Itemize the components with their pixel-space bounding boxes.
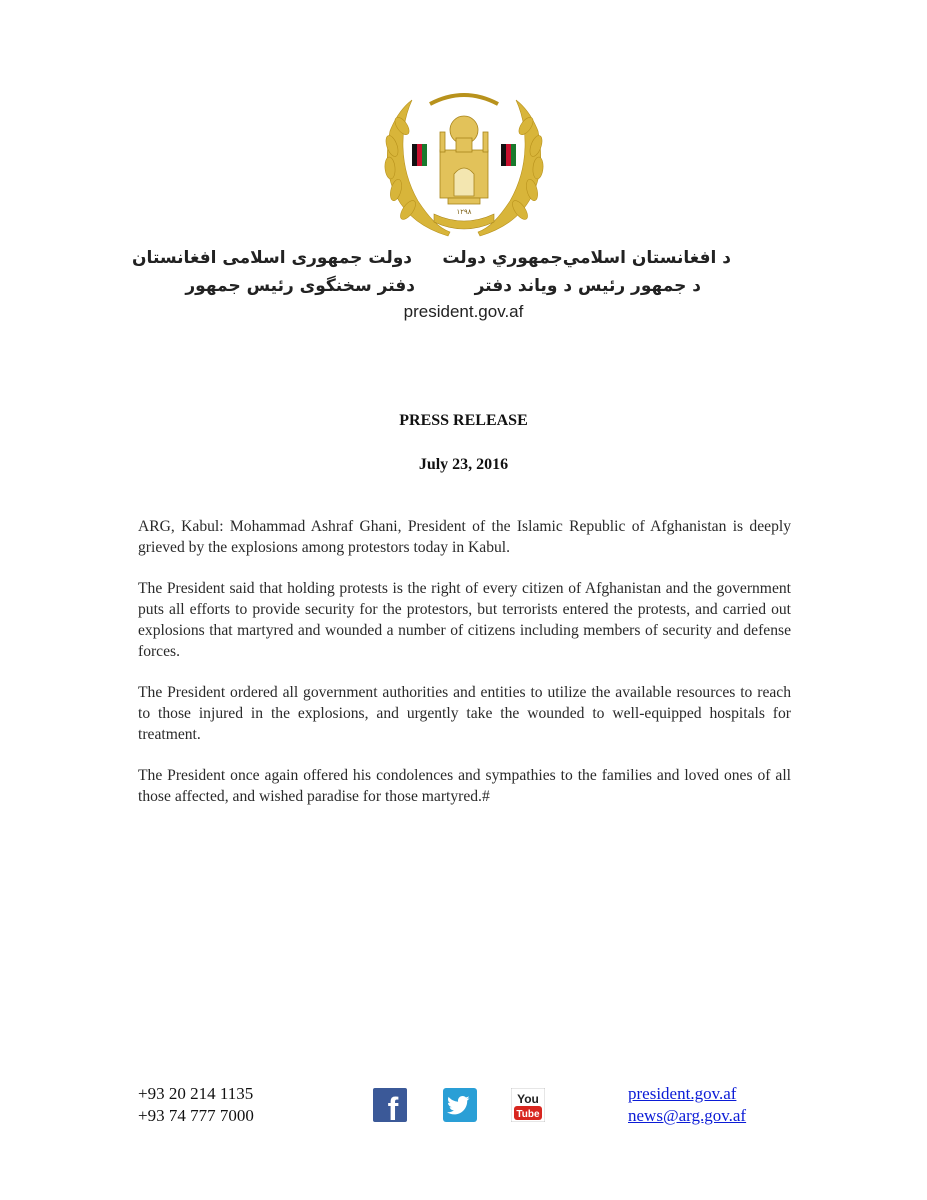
release-body	[138, 516, 791, 827]
svg-text:You: You	[517, 1092, 539, 1106]
svg-text:Tube: Tube	[516, 1109, 540, 1120]
press-release-title: PRESS RELEASE	[399, 412, 528, 429]
emblem-year: ۱۲۹۸	[456, 208, 472, 216]
facebook-icon[interactable]	[373, 1088, 407, 1122]
paragraph-1: ARG, Kabul: Mohammad Ashraf Ghani, President of the Islamic Republic of Afghanistan is deeply grieved by the explosions among protestors today in Kabul.	[138, 518, 791, 556]
dari-line-2: دفتر سخنگوی رئیس جمهور	[185, 276, 415, 296]
paragraph-2: The President said that holding protests is the right of every citizen of Afghanistan and the government puts all efforts to provide security for the protestors, but terrorists entered the protests, and carried out explosions that martyred and wounded a number of citizens including members of security and defense forces.	[138, 580, 791, 660]
phone-2: +93 74 777 7000	[138, 1106, 254, 1125]
release-date: July 23, 2016	[418, 456, 509, 473]
pashto-line-2: د جمهور رئیس د ویاند دفتر	[474, 276, 701, 296]
phone-1: +93 20 214 1135	[138, 1084, 254, 1103]
youtube-icon[interactable]	[511, 1088, 545, 1122]
twitter-icon[interactable]	[443, 1088, 477, 1122]
website-link[interactable]: president.gov.af	[628, 1084, 737, 1103]
pashto-line-1: د افغانستان اسلامي‌جمهوري دولت	[442, 248, 731, 268]
email-link[interactable]: news@arg.gov.af	[628, 1106, 747, 1125]
afghanistan-emblem-icon	[378, 86, 550, 242]
paragraph-4: The President once again offered his condolences and sympathies to the families and loved ones of all those affected, and wished paradise for those martyred.#	[138, 767, 791, 805]
paragraph-3: The President ordered all government authorities and entities to utilize the available resources to reach to those injured in the explosions, and urgently take the wounded to well-equipped hospitals for treatment.	[138, 684, 791, 743]
svg-text:f: f	[387, 1091, 399, 1122]
dari-line-1: دولت جمهوری اسلامی افغانستان	[132, 248, 412, 268]
header-website: president.gov.af	[403, 302, 524, 321]
